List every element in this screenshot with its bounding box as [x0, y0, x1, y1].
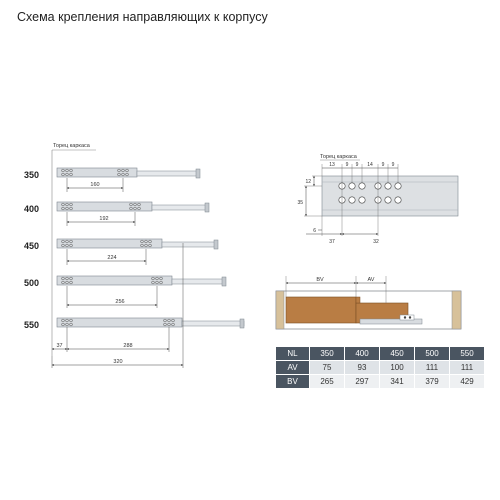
detail-dim-9a: 9 [345, 162, 349, 168]
drawer-box [286, 297, 356, 323]
detail-dim-32: 32 [373, 239, 379, 245]
detail-dim-9b: 9 [355, 162, 359, 168]
table-cell: 100 [380, 361, 415, 375]
table-cell: 265 [310, 375, 345, 389]
table-cell: 93 [345, 361, 380, 375]
detail-dim-35: 35 [297, 200, 303, 206]
detail-dim-9c: 9 [381, 162, 385, 168]
dim-288: 288 [123, 343, 133, 349]
table-header-cell: 350 [310, 347, 345, 361]
detail-dim-6: 6 [313, 228, 316, 234]
length-label-350: 350 [24, 170, 40, 180]
rail-schemes [24, 143, 244, 368]
table-row [276, 361, 485, 375]
length-label-400: 400 [24, 204, 40, 214]
detail-dim-14: 14 [367, 162, 373, 168]
frame-end-label: Торец каркаса [53, 143, 90, 149]
rail-400 [57, 202, 209, 226]
table-row [276, 375, 485, 389]
detail-dim-13: 13 [329, 162, 335, 168]
table-header-cell: NL [276, 347, 310, 361]
table-header-cell: 400 [345, 347, 380, 361]
dim-offset-37: 37 [56, 343, 63, 349]
dim-256: 256 [115, 299, 125, 305]
dim-224: 224 [107, 255, 117, 261]
rail-500 [57, 276, 226, 308]
table-cell: 75 [310, 361, 345, 375]
length-label-550: 550 [24, 320, 40, 330]
rail-550 [57, 318, 244, 352]
table-cell: 429 [450, 375, 485, 389]
table-cell: 341 [380, 375, 415, 389]
detail-frame-label: Торец каркаса [320, 154, 357, 160]
length-label-500: 500 [24, 278, 40, 288]
av-label: AV [367, 277, 375, 283]
detail-dim-9d: 9 [391, 162, 395, 168]
table-header [276, 347, 485, 361]
table-header-cell: 500 [415, 347, 450, 361]
rail-450 [57, 239, 218, 265]
table-cell: BV [276, 375, 310, 389]
table-cell: 111 [415, 361, 450, 375]
dim-192: 192 [99, 216, 109, 222]
table-header-cell: 450 [380, 347, 415, 361]
detail-dim-12: 12 [305, 179, 311, 185]
detail-dim-37: 37 [329, 239, 335, 245]
rail-350 [57, 168, 200, 192]
drawer-section [276, 276, 461, 329]
table-cell: 297 [345, 375, 380, 389]
page-title: Схема крепления направляющих к корпусу [17, 10, 268, 24]
table-cell: 111 [450, 361, 485, 375]
dim-160: 160 [90, 182, 100, 188]
dim-overall-320: 320 [113, 359, 123, 365]
table-header-cell: 550 [450, 347, 485, 361]
table-cell: 379 [415, 375, 450, 389]
bv-label: BV [316, 277, 324, 283]
dimension-table [276, 347, 485, 389]
table-cell: AV [276, 361, 310, 375]
length-label-450: 450 [24, 241, 40, 251]
mounting-detail [297, 154, 458, 245]
